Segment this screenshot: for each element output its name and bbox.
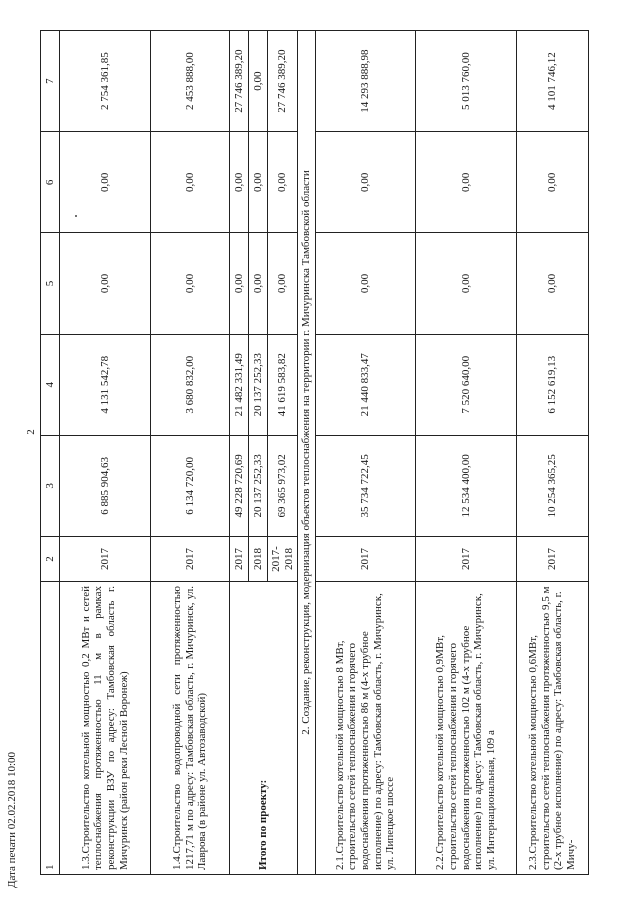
total-value-7: 0,00 <box>249 31 268 132</box>
funding-table <box>40 30 589 875</box>
total-value-3: 20 137 252,33 <box>249 435 268 536</box>
column-number-row <box>41 31 60 875</box>
row-value-3: 6 885 904,63 <box>60 435 151 536</box>
row-year: 2017 <box>60 537 151 582</box>
page-number: 2 <box>25 429 37 435</box>
total-value-5: 0,00 <box>230 233 249 334</box>
total-value-4: 21 482 331,49 <box>230 334 249 435</box>
row-value-7: 5 013 760,00 <box>415 31 516 132</box>
row-value-5: 0,00 <box>151 233 230 334</box>
row-value-3: 12 534 400,00 <box>415 435 516 536</box>
total-value-5: 0,00 <box>249 233 268 334</box>
row-year: 2017 <box>315 537 415 582</box>
total-year: 2018 <box>249 537 268 582</box>
col-header-7: 7 <box>41 31 60 132</box>
table-row <box>315 31 415 875</box>
row-value-4: 21 440 833,47 <box>315 334 415 435</box>
row-value-5: 0,00 <box>315 233 415 334</box>
row-value-6: 0,00 <box>516 132 588 233</box>
row-description: 2.1.Строительство котельной мощностью 8 МВт, строительство сетей теплоснабжения и горячего водоснабжения протяженностью 86 м (4-х трубное исполнение) по адресу: Тамбовская область, г. Мичуринск, ул. Липецкое шоссе <box>315 582 415 875</box>
total-row <box>230 31 249 875</box>
table-row <box>516 31 588 875</box>
row-value-5: 0,00 <box>60 233 151 334</box>
row-value-4: 7 520 640,00 <box>415 334 516 435</box>
rotated-sheet <box>40 30 600 875</box>
section-title: 2. Создание, реконструкция, модернизация объектов теплоснабжения на территории г. Мичуринска Тамбовской области <box>298 31 316 875</box>
row-value-4: 6 152 619,13 <box>516 334 588 435</box>
row-description: 2.2.Строительство котельной мощностью 0,9МВт, строительство сетей теплоснабжения и горячего водоснабжения протяженностью 102 м (4-х трубное исполнение) по адресу: Тамбовская область, г. Мичуринск, ул. Интернациональная, 109 а <box>415 582 516 875</box>
total-value-5: 0,00 <box>268 233 298 334</box>
row-value-6: 0,00 <box>415 132 516 233</box>
total-value-6: 0,00 <box>268 132 298 233</box>
row-value-4: 3 680 832,00 <box>151 334 230 435</box>
row-value-7: 4 101 746,12 <box>516 31 588 132</box>
row-value-3: 6 134 720,00 <box>151 435 230 536</box>
col-header-6: 6 <box>41 132 60 233</box>
row-description: 2.3.Строительство котельной мощностью 0,6МВт, строительство сетей теплоснабжения протяженностью 9,5 м (2-х трубное исполнение) по адресу: Тамбовская область, г. Мичу- <box>516 582 588 875</box>
total-value-4: 20 137 252,33 <box>249 334 268 435</box>
row-value-6: 0,00 <box>60 132 151 233</box>
total-value-7: 27 746 389,20 <box>268 31 298 132</box>
total-value-3: 69 365 973,02 <box>268 435 298 536</box>
row-value-3: 10 254 365,25 <box>516 435 588 536</box>
total-year: 2017 <box>230 537 249 582</box>
total-year: 2017-2018 <box>268 537 298 582</box>
row-value-4: 4 131 542,78 <box>60 334 151 435</box>
total-value-7: 27 746 389,20 <box>230 31 249 132</box>
col-header-3: 3 <box>41 435 60 536</box>
row-value-6: 0,00 <box>315 132 415 233</box>
row-value-7: 14 293 888,98 <box>315 31 415 132</box>
row-year: 2017 <box>151 537 230 582</box>
col-header-2: 2 <box>41 537 60 582</box>
row-description: 1.3.Строительство котельной мощностью 0,2 МВт и сетей теплоснабжения протяженностью 11 м в рамках реконструкции ВЗУ по адресу: Тамбовская область г. Мичуринск (район реки Лесной Воронеж) <box>60 582 151 875</box>
row-value-3: 35 734 722,45 <box>315 435 415 536</box>
row-value-5: 0,00 <box>516 233 588 334</box>
table-row <box>60 31 151 875</box>
row-description: 1.4.Строительство водопроводной сети протяженностью 1217,71 м по адресу: Тамбовская область, г. Мичуринск, ул. Лаврова (в районе ул. Автозаводской) <box>151 582 230 875</box>
row-value-7: 2 754 361,85 <box>60 31 151 132</box>
col-header-1: 1 <box>41 582 60 875</box>
table-row <box>151 31 230 875</box>
total-value-6: 0,00 <box>249 132 268 233</box>
row-value-6: 0,00 <box>151 132 230 233</box>
col-header-5: 5 <box>41 233 60 334</box>
total-value-6: 0,00 <box>230 132 249 233</box>
row-year: 2017 <box>415 537 516 582</box>
row-value-5: 0,00 <box>415 233 516 334</box>
row-value-7: 2 453 888,00 <box>151 31 230 132</box>
total-label: Итого по проекту: <box>230 582 298 875</box>
row-year: 2017 <box>516 537 588 582</box>
total-value-3: 49 228 720,69 <box>230 435 249 536</box>
total-value-4: 41 619 583,82 <box>268 334 298 435</box>
print-date: Дата печати 02.02.2018 10:00 <box>6 751 18 888</box>
col-header-4: 4 <box>41 334 60 435</box>
table-row <box>415 31 516 875</box>
section-row <box>298 31 316 875</box>
